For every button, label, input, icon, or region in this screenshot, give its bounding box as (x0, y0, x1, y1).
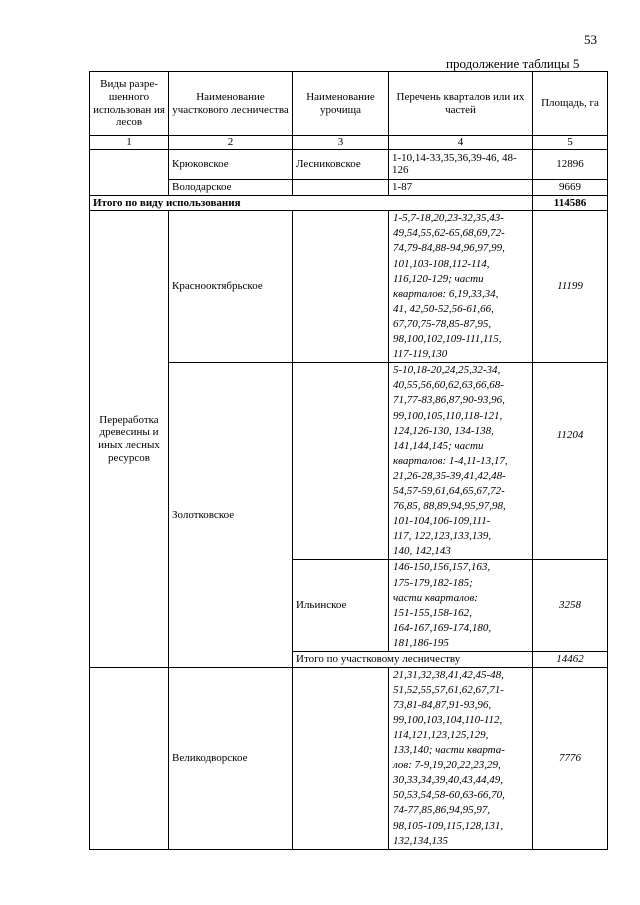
forestry-name: Крюковское (169, 149, 293, 179)
tract-name: Ильинское (293, 560, 389, 652)
header-quarters: Перечень кварталов или их частей (389, 72, 533, 136)
column-number: 4 (389, 136, 533, 150)
tract-cell (293, 363, 389, 560)
subtotal-label: Итого по участковому лесничеству (293, 652, 533, 668)
header-use-type: Виды разре-шенного использован ия лесов (90, 72, 169, 136)
area-value: 11199 (533, 211, 608, 363)
quarters-list: 146-150,156,157,163, 175-179,182-185; части кварталов: 151-155,158-162, 164-167,169-174,180, 181,186-195 (389, 560, 533, 652)
table-row (90, 211, 608, 363)
tract-cell (293, 667, 389, 849)
column-number: 1 (90, 136, 169, 150)
tract-cell (293, 211, 389, 363)
forestry-name: Володарское (169, 179, 293, 195)
area-value: 11204 (533, 363, 608, 560)
quarters-list: 1-5,7-18,20,23-32,35,43- 49,54,55,62-65,68,69,72- 74,79-84,88-94,96,97,99, 101,103-108,112-114, 116,120-129; части кварталов: 6,19,33,34, 41, 42,50-52,56-61,66, 67,70,75-78,85-87,95, 98,100,102,109-111,115, 117-119,130 (389, 211, 533, 363)
quarters-list: 1-10,14-33,35,36,39-46, 48-126 (389, 149, 533, 179)
area-value: 3258 (533, 560, 608, 652)
column-number: 2 (169, 136, 293, 150)
quarters-list: 1-87 (389, 179, 533, 195)
empty-use-type-cell (90, 149, 169, 195)
total-row (90, 195, 608, 211)
total-label: Итого по виду использования (90, 195, 533, 211)
table-row (90, 667, 608, 849)
header-area: Площадь, га (533, 72, 608, 136)
empty-use-type-cell (90, 667, 169, 849)
area-value: 7776 (533, 667, 608, 849)
tract-name (293, 179, 389, 195)
column-number: 5 (533, 136, 608, 150)
quarters-list: 21,31,32,38,41,42,45-48, 51,52,55,57,61,62,67,71- 73,81-84,87,91-93,96, 99,100,103,104,110-112, 114,121,123,125,129, 133,140; части кварта- лов: 7-9,19,20,22,23,29, 30,33,34,39,40,43,44,49, 50,53,54,58-60,63-66,70, 74-77,85,86,94,95,97, 98,105-109,115,128,131, 132,134,135 (389, 667, 533, 849)
header-tract: Наименование урочища (293, 72, 389, 136)
use-type-name: Переработка древесины и иных лесных ресурсов (90, 211, 169, 667)
continuation-label: продолжение таблицы 5 (446, 56, 580, 71)
header-forestry: Наименование участкового лесничества (169, 72, 293, 136)
area-value: 12896 (533, 149, 608, 179)
table-row (90, 149, 608, 179)
page-number: 53 (584, 32, 597, 47)
quarters-list: 5-10,18-20,24,25,32-34, 40,55,56,60,62,63,66,68- 71,77-83,86,87,90-93,96, 99,100,105,110,118-121, 124,126-130, 134-138, 141,144,145; части кварталов: 1-4,11-13,17, 21,26-28,35-39,41,42,48- 54,57-59,61,64,65,67,72- 76,85, 88,89,94,95,97,98, 101-104,106-109,111- 117, 122,123,133,139, 140, 142,143 (389, 363, 533, 560)
tract-name: Лесниковское (293, 149, 389, 179)
forestry-name: Краснооктябрьское (169, 211, 293, 363)
forest-use-table (89, 71, 608, 850)
forestry-name: Великодворское (169, 667, 293, 849)
area-value: 9669 (533, 179, 608, 195)
total-area: 114586 (533, 195, 608, 211)
subtotal-area: 14462 (533, 652, 608, 668)
forestry-name: Золотковское (169, 363, 293, 667)
column-number: 3 (293, 136, 389, 150)
